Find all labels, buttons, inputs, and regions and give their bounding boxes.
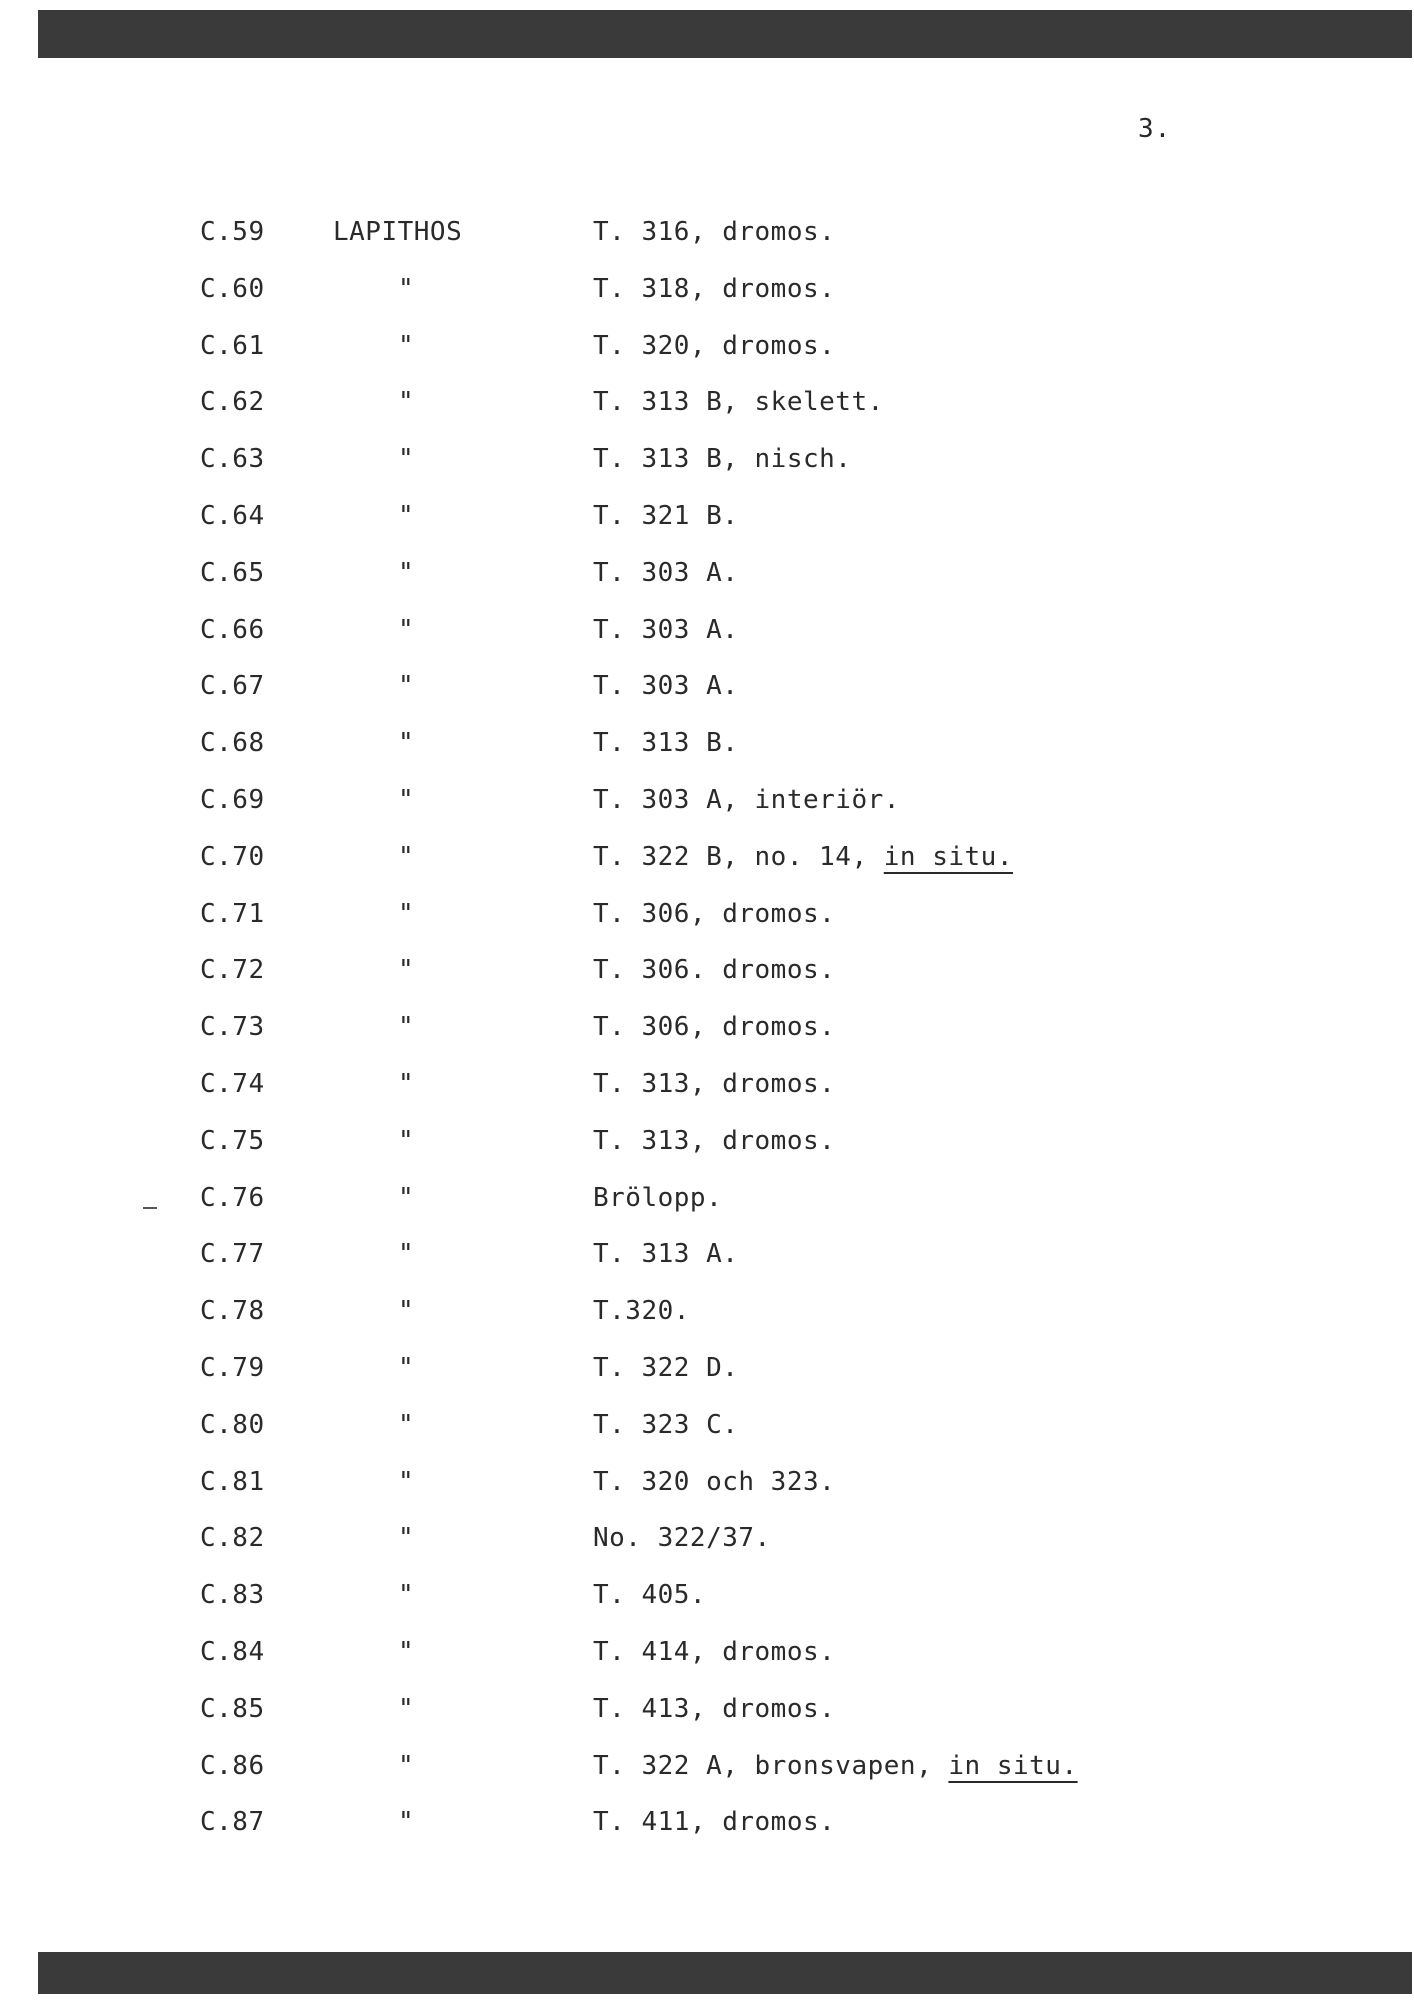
photo-id: C.75 [200,1125,265,1156]
description [593,1746,1078,1786]
list-row [0,212,1414,252]
photo-id: C.62 [200,387,265,418]
description [593,666,738,706]
description-text: T. 303 A. [593,614,739,645]
description-text: T. 411, dromos. [593,1807,836,1838]
description [593,1462,835,1502]
description [593,1234,738,1274]
list-row [0,1462,1414,1502]
photo-id: C.60 [200,273,265,304]
list-row [0,666,1414,706]
description [593,1802,835,1842]
ditto-mark: " [398,955,415,986]
description-text: T.320. [593,1296,690,1327]
description-text: T. 313 B, nisch. [593,444,852,475]
list-row [0,326,1414,366]
ditto-mark: " [398,1012,415,1043]
description-text: T. 313 B. [593,728,739,759]
description [593,269,835,309]
description-text: T. 303 A. [593,557,739,588]
description [593,439,851,479]
description-text: T. 322 A, bronsvapen, [593,1750,949,1781]
list-row [0,837,1414,877]
description-text: T. 313 B, skelett. [593,387,884,418]
description [593,496,738,536]
ditto-mark: " [398,841,415,872]
ditto-mark: " [398,557,415,588]
description [593,780,900,820]
description-text: T. 323 C. [593,1409,739,1440]
ditto-mark: " [398,1296,415,1327]
description-text: T. 321 B. [593,501,739,531]
description [593,1689,835,1729]
description-text: Brölopp. [593,1182,723,1213]
photo-id: C.80 [200,1409,265,1440]
ditto-mark: " [398,273,415,304]
list-row [0,1064,1414,1104]
description [593,894,835,934]
photo-id: C.63 [200,444,265,475]
photo-id: C.77 [200,1239,265,1270]
list-row [0,950,1414,990]
photo-id: C.86 [200,1750,265,1781]
ditto-mark: " [398,1807,415,1838]
list-row [0,269,1414,309]
description [593,553,738,593]
description-text: T. 414, dromos. [593,1637,836,1667]
description [593,950,835,990]
ditto-mark: " [398,444,415,475]
description [593,1064,835,1104]
description [593,1348,738,1388]
description [593,610,738,650]
description [593,1518,771,1558]
photo-id: C.70 [200,841,265,872]
photo-id: C.74 [200,1069,265,1099]
description [593,1007,835,1047]
list-row [0,496,1414,536]
ditto-mark: " [398,1580,415,1611]
photo-id: C.85 [200,1693,265,1724]
ditto-mark: " [398,1466,415,1497]
site-name: LAPITHOS [333,217,463,247]
description-text: T. 303 A. [593,671,739,702]
photo-id: C.82 [200,1523,265,1554]
photo-id: C.76 [200,1182,265,1213]
ditto-mark: " [398,898,415,929]
description-text: No. 322/37. [593,1523,771,1554]
photo-id: C.68 [200,728,265,759]
photo-id: C.59 [200,217,265,247]
ditto-mark: " [398,1182,415,1213]
description [593,1291,690,1331]
list-row [0,1348,1414,1388]
photo-id: C.79 [200,1353,265,1383]
photo-id: C.66 [200,614,265,645]
list-row [0,1746,1414,1786]
description [593,1575,706,1615]
photo-id: C.69 [200,785,265,815]
description-text: T. 413, dromos. [593,1693,836,1724]
description-text: T. 313 A. [593,1239,739,1270]
ditto-mark: " [398,1637,415,1667]
photo-id: C.71 [200,898,265,929]
description-text: T. 320 och 323. [593,1466,836,1497]
list-row [0,610,1414,650]
underlined-note: in situ. [948,1750,1078,1781]
photo-id: C.65 [200,557,265,588]
description [593,212,835,252]
photo-id: C.72 [200,955,265,986]
photo-id: C.61 [200,330,265,361]
list-row [0,1575,1414,1615]
ditto-mark: " [398,1125,415,1156]
page-number: 3. [1138,114,1172,144]
ditto-mark: " [398,387,415,418]
ditto-mark: " [398,501,415,531]
description-text: T. 320, dromos. [593,330,836,361]
list-row [0,1007,1414,1047]
description-text: T. 313, dromos. [593,1069,836,1099]
underlined-note: in situ. [883,841,1013,872]
scan-edge-top [38,10,1412,58]
photo-id: C.78 [200,1296,265,1327]
description-text: T. 306. dromos. [593,955,836,986]
description [593,1121,835,1161]
margin-dash [143,1207,157,1209]
description-text: T. 322 B, no. 14, [593,841,884,872]
ditto-mark: " [398,1409,415,1440]
list-row [0,1121,1414,1161]
description [593,382,884,422]
list-row [0,1689,1414,1729]
ditto-mark: " [398,330,415,361]
description-text: T. 306, dromos. [593,1012,836,1043]
description-text: T. 313, dromos. [593,1125,836,1156]
ditto-mark: " [398,785,415,815]
list-row [0,780,1414,820]
description-text: T. 322 D. [593,1353,739,1383]
photo-id: C.67 [200,671,265,702]
list-row [0,1291,1414,1331]
scan-edge-bottom [38,1952,1412,1994]
photo-id: C.83 [200,1580,265,1611]
list-row [0,382,1414,422]
list-row [0,1518,1414,1558]
description [593,1632,835,1672]
list-row [0,439,1414,479]
ditto-mark: " [398,614,415,645]
description-text: T. 405. [593,1580,707,1611]
list-row [0,1802,1414,1842]
list-row [0,553,1414,593]
description [593,1178,722,1218]
description-text: T. 316, dromos. [593,217,836,247]
ditto-mark: " [398,1353,415,1383]
ditto-mark: " [398,1693,415,1724]
description-text: T. 303 A, interiör. [593,785,900,815]
photo-id: C.87 [200,1807,265,1838]
photo-id: C.73 [200,1012,265,1043]
ditto-mark: " [398,671,415,702]
ditto-mark: " [398,1523,415,1554]
list-row [0,1234,1414,1274]
description [593,837,1013,877]
ditto-mark: " [398,1750,415,1781]
ditto-mark: " [398,1239,415,1270]
photo-id: C.81 [200,1466,265,1497]
ditto-mark: " [398,728,415,759]
list-row [0,1405,1414,1445]
list-row [0,1632,1414,1672]
ditto-mark: " [398,1069,415,1099]
description [593,326,835,366]
description-text: T. 306, dromos. [593,898,836,929]
description [593,723,738,763]
photo-id: C.84 [200,1637,265,1667]
list-row [0,723,1414,763]
description [593,1405,738,1445]
list-row [0,1178,1414,1218]
description-text: T. 318, dromos. [593,273,836,304]
photo-id: C.64 [200,501,265,531]
list-row [0,894,1414,934]
